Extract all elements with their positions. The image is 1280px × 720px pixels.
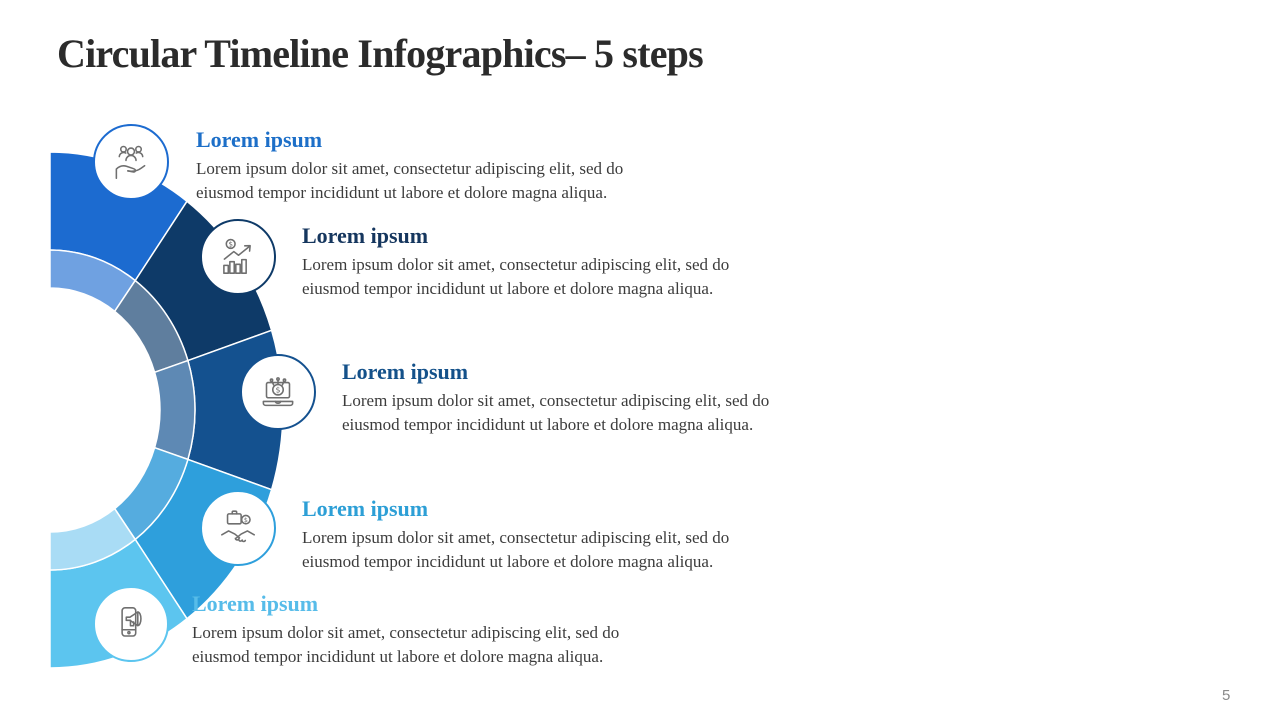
laptop-dollar-icon	[255, 369, 301, 415]
svg-text:$: $	[275, 385, 281, 395]
step3-block	[342, 359, 769, 437]
step5-block	[192, 591, 619, 669]
step1-body: Lorem ipsum dolor sit amet, consectetur adipiscing elit, sed do eiusmod tempor incididunt ut labore et dolore magna aliqua.	[196, 159, 624, 203]
handshake-deal-icon	[215, 505, 261, 551]
step4-icon-circle	[200, 490, 276, 566]
svg-text:$: $	[243, 516, 248, 524]
step4-heading: Lorem ipsum	[302, 496, 429, 521]
hand-holding-people-icon	[108, 139, 154, 185]
step3-icon-circle	[240, 354, 316, 430]
step4-body: Lorem ipsum dolor sit amet, consectetur adipiscing elit, sed do eiusmod tempor incididunt ut labore et dolore magna aliqua.	[302, 528, 730, 572]
step2-icon-circle	[200, 219, 276, 295]
step2-body: Lorem ipsum dolor sit amet, consectetur adipiscing elit, sed do eiusmod tempor incididunt ut labore et dolore magna aliqua.	[302, 255, 730, 299]
inner-segment-3	[155, 361, 195, 460]
page-title: Circular Timeline Infographics– 5 steps	[57, 31, 703, 76]
step2-heading: Lorem ipsum	[302, 223, 429, 248]
step5-icon-circle	[93, 586, 169, 662]
step1-icon-circle	[93, 124, 169, 200]
mobile-marketing-icon	[108, 601, 154, 647]
step1-heading: Lorem ipsum	[196, 127, 323, 152]
svg-text:$: $	[228, 239, 234, 249]
step5-body: Lorem ipsum dolor sit amet, consectetur adipiscing elit, sed do eiusmod tempor incididunt ut labore et dolore magna aliqua.	[192, 623, 620, 667]
step4-block	[302, 496, 729, 574]
step3-body: Lorem ipsum dolor sit amet, consectetur adipiscing elit, sed do eiusmod tempor incididunt ut labore et dolore magna aliqua.	[342, 391, 770, 435]
step2-block	[302, 223, 729, 301]
page-number: 5	[1222, 687, 1231, 704]
step1-block	[196, 127, 623, 205]
financial-growth-chart-icon	[215, 234, 261, 280]
step5-heading: Lorem ipsum	[192, 591, 319, 616]
step3-heading: Lorem ipsum	[342, 359, 469, 384]
